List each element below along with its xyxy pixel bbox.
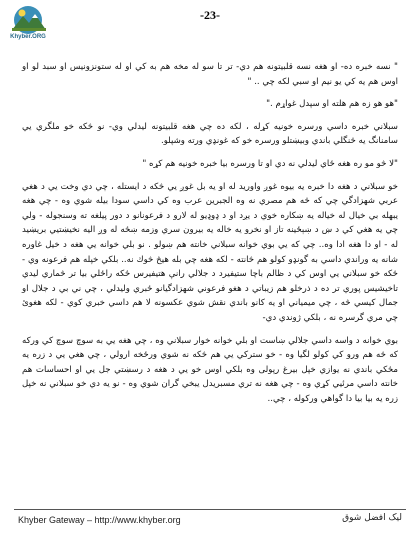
paragraph: بوي خوانه د واسه داسي جلالي ښاست او بلي خوانه خوار سبلاني وه ، چي هغه يي به سوچ سوچ كي وركه كه څه هم ورو كي كولو لگيا وه - خو ستركي يي هم څكه نه شوي ورځخه ارولي ، چي هغي يي د زره يه مځكي باندي نه يوازي خپل بيرغ رپولى وه بلكي اوس خو يي د هغه د رسښتي جل يي او احساسات هم خانته داسي مرئيي كړي وه - چي هغه نه تري مسبريدل يبخي گران شوي وه - نو يه دي خو سبلاني نه خپل زره يه بيا بيا دا گواهي وركوله ، چي.. <box>22 335 398 404</box>
logo-caption: Khyber.ORG <box>10 34 46 40</box>
paragraph: "هو هو زه هم هلته او سپدل غواړم ." <box>266 99 398 110</box>
footer-site-link[interactable]: Khyber Gateway – http://www.khyber.org <box>18 515 181 525</box>
article-body <box>22 60 398 414</box>
paragraph: خو سبلاني د هغه دا خبره يه بيوه غوږ واوريد له او يه بل غوږ يي څكه د ايستله ، چي دي وخت يي د هغي عربي شهزادگي چي كه څه هم مصري نه وه الجبرين عرب وه كي داسي سودا بيله شوي وه - چي هغه يبهله بي خيال له خياله يه ښكاره خوي د يږد او د ډوډيو له لارو د فرعونانو د دور پيلغه ته وسنجوله - ولي چي يه هغي كي د ښ د ښېځينه تاز او نخرو يه خاله يه بيرون سري وزمه ښځه له وږ اليه نخيښتيي بريښيد له - او دا هغه ادا وه.. چي كه يي بوي خوانه سبلاني خانته هم ښولو . نو بلي خوانه يي هغه د خيل غاوره شانه يه وراندي داسي به گونډو كولو هم څانته - لكه هغه چي بله هيڅ څوك نه.. بلكي خپله هم فرعونه وي - څكه خو سبلاني يي اوس كي د ظالم باچا ستيفيرد د جلالي رانې هتيفيرس ځكه راځلي بيا تر څماري ليدي تاخيشيس پوري تر ده د ذرخلو هم زيباتي د هغو فرعوني شهزادگيانو ځبري وليدلي ، چي ني بي د جلال او جمال كيسي څه ، چي ميمياني او يه كانو باندي نقش شوي عكسونه لا هم داسي خبري كوي - لكه هغوئ چي مري گرسره نه ، بلكي ژوندي دي- <box>22 181 398 323</box>
page-number: -23- <box>200 8 220 22</box>
paragraph: سبلاني خبره داسي ورسره خونيه كړله ، لكه ده چي هغه قلبيتونه ليدلي وي- نو څكه خو ملگري يي سامنانگ يه څنگلي باندي وبيښتلو ورسره خو كه غونډي ورته وشپلو. <box>22 121 398 147</box>
paragraph: "لا څو مو ره هغه ځاي ليدلي نه دي او تا ورسره بيا خبره خونيه هم كړه " <box>142 158 398 169</box>
paragraph: " نسه خبره ده- او هغه نسه قلبيتونه هم دي- تر تا سو له مخه هم به كي او له ستونزونيس او سبد لو او اوس هم يه كي يو نيم او سبي لكه چي .. " <box>22 62 398 87</box>
footer-divider <box>14 509 406 510</box>
footer-author: ليک افضل شوق <box>342 513 402 523</box>
